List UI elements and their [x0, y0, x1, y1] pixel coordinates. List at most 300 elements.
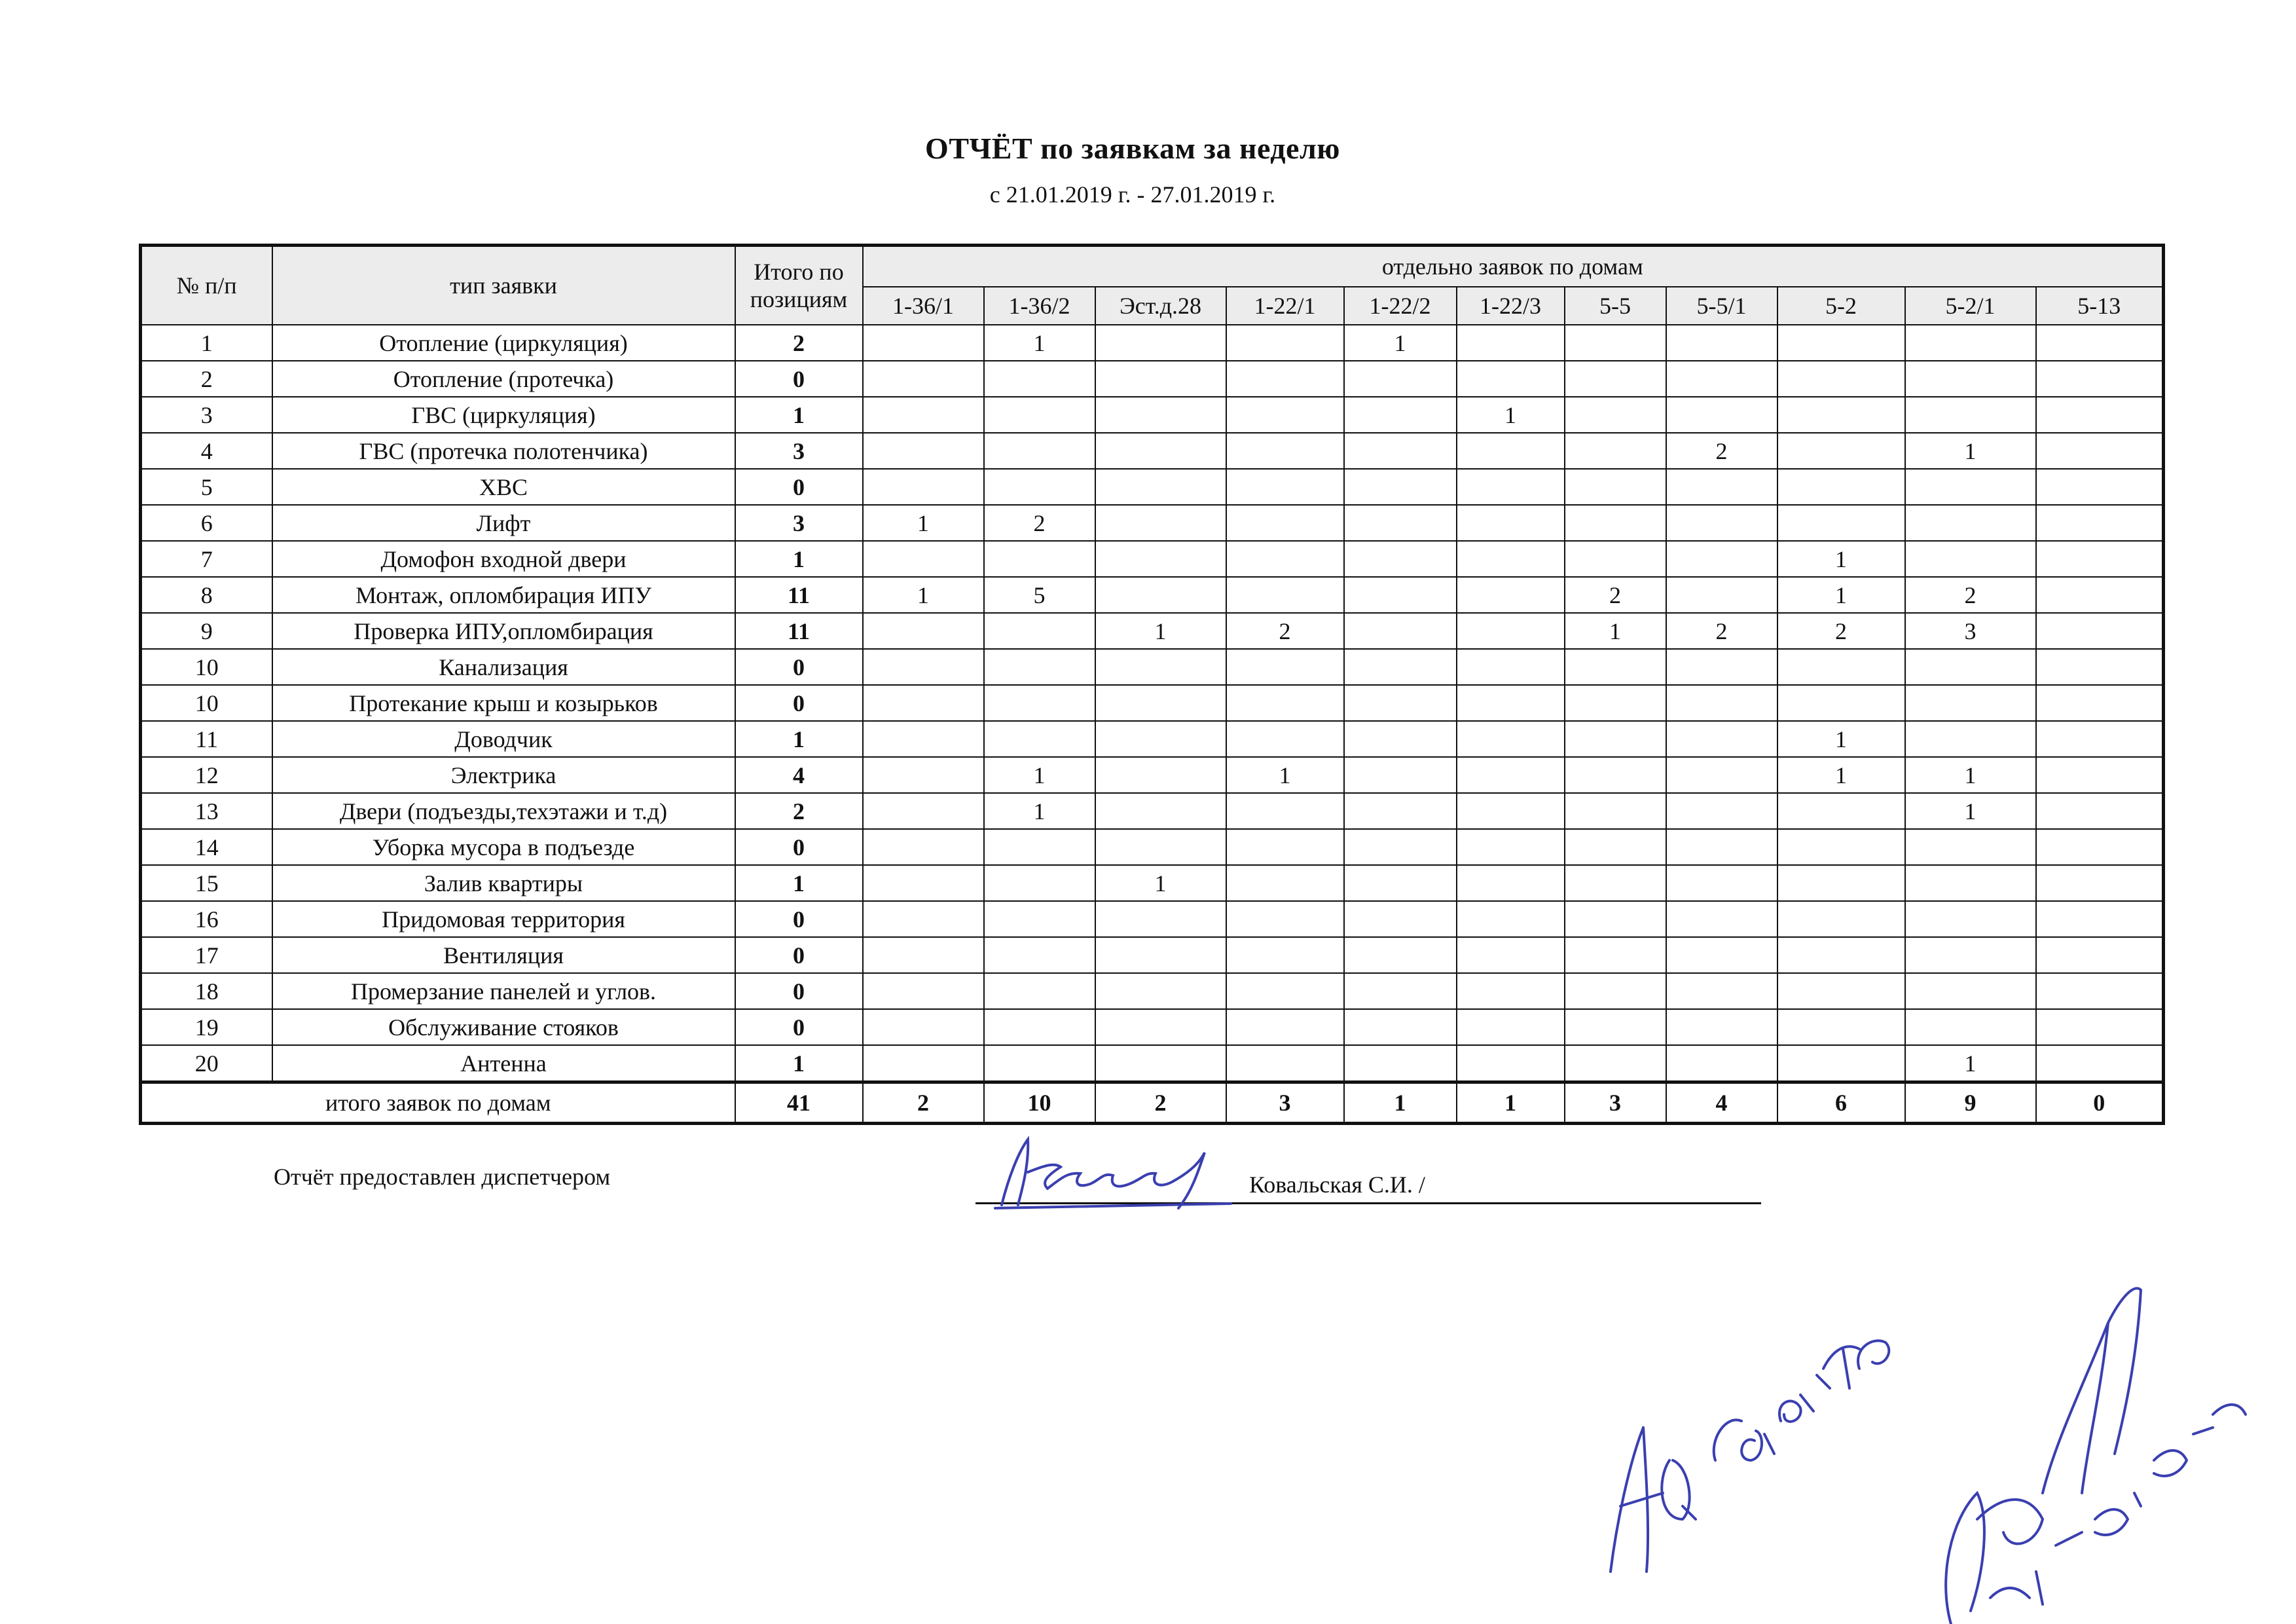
house-count: [1344, 829, 1457, 865]
summary-house-count: 10: [984, 1082, 1095, 1124]
house-count: [1565, 397, 1666, 433]
house-count: [984, 613, 1095, 649]
house-count: [1095, 433, 1226, 469]
house-count: [1344, 433, 1457, 469]
house-count: [1457, 325, 1565, 361]
request-type: ГВС (циркуляция): [272, 397, 735, 433]
house-count: [1344, 361, 1457, 397]
summary-house-count: 9: [1905, 1082, 2036, 1124]
request-type: Обслуживание стояков: [272, 1009, 735, 1045]
house-count: [1666, 937, 1777, 973]
house-count: [1666, 1009, 1777, 1045]
house-count: [1777, 973, 1905, 1009]
house-count: [1905, 721, 2036, 757]
house-count: [1226, 325, 1344, 361]
house-count: 2: [984, 505, 1095, 541]
row-total: 0: [735, 685, 863, 721]
house-count: [2036, 433, 2164, 469]
house-header: 1-22/3: [1457, 287, 1565, 325]
house-count: [863, 649, 984, 685]
house-count: 1: [1344, 325, 1457, 361]
house-count: [1457, 901, 1565, 937]
house-count: [1226, 577, 1344, 613]
row-number: 4: [141, 433, 272, 469]
house-count: [1457, 361, 1565, 397]
house-count: [1565, 541, 1666, 577]
house-count: [1457, 505, 1565, 541]
house-count: [1777, 361, 1905, 397]
house-count: [984, 721, 1095, 757]
house-count: [1457, 973, 1565, 1009]
house-count: [1905, 361, 2036, 397]
house-count: 2: [1666, 433, 1777, 469]
table-row: [141, 397, 2164, 433]
house-count: [1565, 973, 1666, 1009]
summary-house-count: 4: [1666, 1082, 1777, 1124]
house-count: 1: [1905, 1045, 2036, 1082]
house-count: [1777, 469, 1905, 505]
house-header: 5-5: [1565, 287, 1666, 325]
house-count: [1095, 397, 1226, 433]
table-row: [141, 973, 2164, 1009]
house-count: [1457, 793, 1565, 829]
row-total: 1: [735, 865, 863, 901]
summary-label: итого заявок по домам: [141, 1082, 735, 1124]
table-row: [141, 685, 2164, 721]
house-count: [1226, 829, 1344, 865]
house-count: [2036, 577, 2164, 613]
house-count: [2036, 937, 2164, 973]
house-count: [2036, 1045, 2164, 1082]
house-count: [863, 325, 984, 361]
house-header: 5-2: [1777, 287, 1905, 325]
house-count: [1565, 1009, 1666, 1045]
house-count: 1: [1457, 397, 1565, 433]
house-count: 5: [984, 577, 1095, 613]
house-count: [1777, 649, 1905, 685]
house-count: [863, 685, 984, 721]
row-total: 1: [735, 721, 863, 757]
house-count: [1457, 541, 1565, 577]
house-count: [1905, 685, 2036, 721]
house-count: [1666, 541, 1777, 577]
row-total: 2: [735, 793, 863, 829]
house-count: [2036, 361, 2164, 397]
request-type: ГВС (протечка полотенчика): [272, 433, 735, 469]
house-count: [1095, 325, 1226, 361]
house-count: [1565, 469, 1666, 505]
house-count: [1777, 901, 1905, 937]
house-count: [984, 685, 1095, 721]
house-count: [863, 469, 984, 505]
house-count: [863, 829, 984, 865]
house-count: [1457, 613, 1565, 649]
table-row: [141, 1045, 2164, 1082]
house-count: [1344, 649, 1457, 685]
house-count: [1565, 937, 1666, 973]
house-count: [1226, 901, 1344, 937]
house-count: [1666, 1045, 1777, 1082]
house-count: [1095, 829, 1226, 865]
table-row: [141, 865, 2164, 901]
house-count: [2036, 649, 2164, 685]
house-count: [1457, 937, 1565, 973]
house-header: 5-2/1: [1905, 287, 2036, 325]
house-count: [1565, 685, 1666, 721]
house-count: [1344, 721, 1457, 757]
house-count: 1: [1565, 613, 1666, 649]
house-count: [1095, 1045, 1226, 1082]
house-count: [1905, 1009, 2036, 1045]
house-count: [1666, 577, 1777, 613]
houses-group-header: отдельно заявок по домам: [863, 246, 2164, 287]
row-number: 3: [141, 397, 272, 433]
house-count: [1226, 505, 1344, 541]
house-count: [1226, 649, 1344, 685]
row-number: 18: [141, 973, 272, 1009]
house-count: [1226, 433, 1344, 469]
request-type: Канализация: [272, 649, 735, 685]
col-type-header: тип заявки: [272, 246, 735, 325]
house-count: [984, 901, 1095, 937]
house-count: [1666, 505, 1777, 541]
house-count: 1: [1095, 865, 1226, 901]
house-count: [1226, 541, 1344, 577]
table-row: [141, 829, 2164, 865]
house-count: 1: [1905, 433, 2036, 469]
row-number: 12: [141, 757, 272, 793]
row-total: 2: [735, 325, 863, 361]
house-count: [984, 1045, 1095, 1082]
house-count: 1: [1777, 577, 1905, 613]
table-row: [141, 361, 2164, 397]
table-row: [141, 325, 2164, 361]
summary-house-count: 0: [2036, 1082, 2164, 1124]
house-count: [1905, 541, 2036, 577]
house-count: [2036, 541, 2164, 577]
table-row: [141, 649, 2164, 685]
house-count: [1095, 973, 1226, 1009]
house-count: [1457, 469, 1565, 505]
house-count: [1095, 469, 1226, 505]
house-count: [1905, 649, 2036, 685]
house-count: [1344, 1009, 1457, 1045]
house-count: 1: [1905, 793, 2036, 829]
house-count: [1905, 325, 2036, 361]
request-type: Отопление (циркуляция): [272, 325, 735, 361]
house-count: [1666, 721, 1777, 757]
handwritten-note: [1584, 1153, 2252, 1624]
house-count: [1905, 829, 2036, 865]
house-count: [1095, 505, 1226, 541]
house-count: [1565, 721, 1666, 757]
summary-row: [141, 1082, 2164, 1124]
house-count: [1905, 397, 2036, 433]
house-count: [984, 469, 1095, 505]
house-count: [1666, 901, 1777, 937]
row-total: 0: [735, 901, 863, 937]
house-count: 3: [1905, 613, 2036, 649]
house-count: [1777, 865, 1905, 901]
house-count: 1: [1777, 757, 1905, 793]
table-row: [141, 937, 2164, 973]
row-total: 3: [735, 433, 863, 469]
table-row: [141, 901, 2164, 937]
house-count: [1777, 1045, 1905, 1082]
house-count: [1777, 685, 1905, 721]
summary-house-count: 3: [1565, 1082, 1666, 1124]
house-count: [1344, 469, 1457, 505]
house-count: 1: [984, 325, 1095, 361]
house-count: [1344, 757, 1457, 793]
row-number: 1: [141, 325, 272, 361]
house-count: [863, 1009, 984, 1045]
house-count: [1777, 829, 1905, 865]
house-count: 1: [1226, 757, 1344, 793]
house-count: [1095, 793, 1226, 829]
house-count: [1905, 469, 2036, 505]
house-count: [1457, 577, 1565, 613]
house-count: 2: [1777, 613, 1905, 649]
summary-total: 41: [735, 1082, 863, 1124]
house-count: [2036, 325, 2164, 361]
row-total: 0: [735, 469, 863, 505]
house-count: [2036, 865, 2164, 901]
house-count: [1226, 973, 1344, 1009]
house-count: [1565, 433, 1666, 469]
house-count: [1226, 397, 1344, 433]
house-count: 1: [984, 793, 1095, 829]
house-count: [863, 1045, 984, 1082]
house-count: [2036, 505, 2164, 541]
row-total: 0: [735, 1009, 863, 1045]
row-number: 9: [141, 613, 272, 649]
house-count: [1777, 505, 1905, 541]
row-total: 0: [735, 361, 863, 397]
house-count: [2036, 757, 2164, 793]
table-row: [141, 469, 2164, 505]
house-count: [1565, 829, 1666, 865]
summary-house-count: 6: [1777, 1082, 1905, 1124]
house-header: 5-5/1: [1666, 287, 1777, 325]
table-row: [141, 613, 2164, 649]
house-count: 1: [1777, 541, 1905, 577]
house-count: [1457, 433, 1565, 469]
house-count: [1777, 1009, 1905, 1045]
house-count: 2: [1565, 577, 1666, 613]
house-count: [1905, 865, 2036, 901]
row-total: 4: [735, 757, 863, 793]
house-count: [1457, 757, 1565, 793]
request-type: Монтаж, опломбирация ИПУ: [272, 577, 735, 613]
house-count: [1666, 361, 1777, 397]
house-count: [863, 973, 984, 1009]
house-count: [984, 865, 1095, 901]
request-type: Уборка мусора в подъезде: [272, 829, 735, 865]
house-count: [863, 397, 984, 433]
house-count: [863, 721, 984, 757]
house-count: [1095, 757, 1226, 793]
house-count: [1565, 1045, 1666, 1082]
house-count: [984, 361, 1095, 397]
house-count: [1095, 541, 1226, 577]
row-total: 11: [735, 577, 863, 613]
house-count: [863, 937, 984, 973]
house-count: [2036, 469, 2164, 505]
house-count: [1095, 721, 1226, 757]
house-count: [1457, 649, 1565, 685]
house-count: 2: [1905, 577, 2036, 613]
house-count: [1344, 397, 1457, 433]
house-count: [1226, 469, 1344, 505]
house-count: [2036, 613, 2164, 649]
house-count: [1226, 361, 1344, 397]
request-type: Лифт: [272, 505, 735, 541]
house-header: Эст.д.28: [1095, 287, 1226, 325]
house-header: 1-22/2: [1344, 287, 1457, 325]
request-type: Залив квартиры: [272, 865, 735, 901]
house-count: [1777, 793, 1905, 829]
row-number: 17: [141, 937, 272, 973]
house-count: [1565, 793, 1666, 829]
house-count: [1565, 361, 1666, 397]
house-count: [1565, 649, 1666, 685]
house-count: [1226, 1009, 1344, 1045]
house-count: [863, 433, 984, 469]
row-number: 16: [141, 901, 272, 937]
house-count: [984, 937, 1095, 973]
row-total: 1: [735, 541, 863, 577]
table-row: [141, 433, 2164, 469]
house-count: [1344, 901, 1457, 937]
dispatcher-name: Ковальская С.И. /: [1249, 1172, 1425, 1198]
house-count: [1226, 685, 1344, 721]
row-total: 3: [735, 505, 863, 541]
house-count: [1226, 937, 1344, 973]
row-total: 11: [735, 613, 863, 649]
request-type: Отопление (протечка): [272, 361, 735, 397]
house-count: [1666, 793, 1777, 829]
col-total-header: [735, 246, 863, 325]
row-number: 11: [141, 721, 272, 757]
house-count: [1905, 937, 2036, 973]
house-count: [1095, 649, 1226, 685]
house-header: 1-36/2: [984, 287, 1095, 325]
house-count: [2036, 973, 2164, 1009]
row-total: 1: [735, 397, 863, 433]
house-count: [1457, 865, 1565, 901]
report-table: [139, 244, 2165, 1125]
house-count: [1666, 865, 1777, 901]
house-count: [1666, 649, 1777, 685]
summary-house-count: 3: [1226, 1082, 1344, 1124]
house-count: [1344, 505, 1457, 541]
table-row: [141, 721, 2164, 757]
house-count: [1344, 865, 1457, 901]
house-count: [1666, 829, 1777, 865]
house-count: [1344, 793, 1457, 829]
row-number: 14: [141, 829, 272, 865]
row-number: 15: [141, 865, 272, 901]
house-count: [1344, 685, 1457, 721]
house-count: [1457, 721, 1565, 757]
house-count: 1: [1777, 721, 1905, 757]
table-row: [141, 793, 2164, 829]
request-type: Протекание крыш и козырьков: [272, 685, 735, 721]
table-header: [141, 246, 2164, 325]
house-count: [984, 433, 1095, 469]
handwritten-note-date: [1614, 1388, 1617, 1389]
house-count: [2036, 1009, 2164, 1045]
report-title: ОТЧЁТ по заявкам за неделю: [925, 132, 1340, 165]
house-count: [1095, 577, 1226, 613]
house-count: [2036, 793, 2164, 829]
house-count: [2036, 685, 2164, 721]
house-count: [1565, 865, 1666, 901]
house-count: [1777, 397, 1905, 433]
row-number: 2: [141, 361, 272, 397]
house-count: [1905, 901, 2036, 937]
house-count: [984, 541, 1095, 577]
table-row: [141, 541, 2164, 577]
request-type: Электрика: [272, 757, 735, 793]
house-count: [1565, 757, 1666, 793]
dispatcher-signature: [982, 1126, 1257, 1218]
house-count: [1095, 937, 1226, 973]
summary-house-count: 2: [1095, 1082, 1226, 1124]
row-number: 5: [141, 469, 272, 505]
house-count: [1565, 325, 1666, 361]
request-type: Домофон входной двери: [272, 541, 735, 577]
row-total: 0: [735, 649, 863, 685]
house-count: [1457, 829, 1565, 865]
request-type: Промерзание панелей и углов.: [272, 973, 735, 1009]
house-count: [1095, 1009, 1226, 1045]
house-count: 1: [1095, 613, 1226, 649]
request-type: Придомовая территория: [272, 901, 735, 937]
house-count: [1777, 937, 1905, 973]
house-count: [984, 973, 1095, 1009]
house-count: [1666, 757, 1777, 793]
house-count: [2036, 397, 2164, 433]
request-type: Доводчик: [272, 721, 735, 757]
house-count: 2: [1226, 613, 1344, 649]
house-count: 2: [1666, 613, 1777, 649]
house-count: [863, 793, 984, 829]
house-count: [863, 865, 984, 901]
house-count: [1565, 901, 1666, 937]
row-total: 0: [735, 973, 863, 1009]
house-count: [1095, 901, 1226, 937]
house-count: [863, 757, 984, 793]
house-count: [1226, 793, 1344, 829]
request-type: Проверка ИПУ,опломбирация: [272, 613, 735, 649]
report-body: [141, 325, 2164, 1124]
handwritten-note-text: [1611, 1388, 1617, 1389]
house-count: [2036, 721, 2164, 757]
house-count: [1777, 325, 1905, 361]
house-count: [984, 1009, 1095, 1045]
col-total-header-line1: Итого по: [754, 259, 844, 285]
request-type: Двери (подъезды,техэтажи и т.д): [272, 793, 735, 829]
house-count: [1666, 397, 1777, 433]
row-number: 13: [141, 793, 272, 829]
house-count: [1344, 973, 1457, 1009]
house-count: [1666, 325, 1777, 361]
house-count: [863, 901, 984, 937]
house-count: 1: [863, 505, 984, 541]
house-count: [1095, 361, 1226, 397]
